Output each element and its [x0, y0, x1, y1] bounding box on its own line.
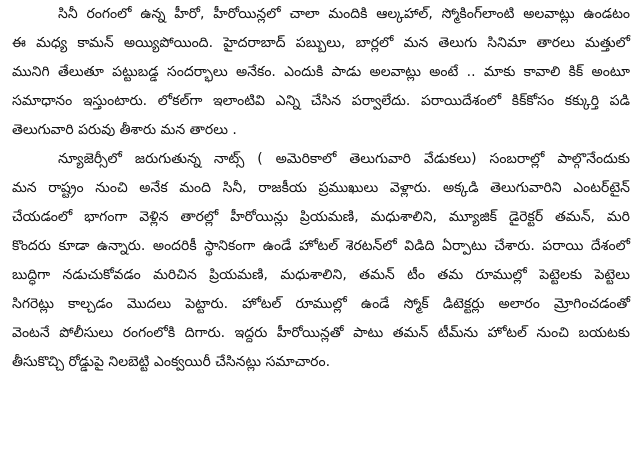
text-line: తీసుకొచ్చి రోడ్డుపై నిలబెట్టి ఎంక్వయిరీ చేసినట్లు సమాచారం.: [12, 354, 331, 370]
paragraph: [12, 0, 630, 145]
text-line: బుద్ధిగా నడుచుకోవడం మరిచిన ప్రియమణి, మధుశాలిని, తమన్ టీం తమ రూముల్లో పెట్టెలకు పెట్టెలు: [12, 267, 630, 283]
text-line: చేయడంలో భాగంగా వెళ్లిన తారల్లో హీరోయిన్లు ప్రియమణి, మధుశాలిని, మ్యూజిక్ డైరెక్టర్ తమన్, మరి: [12, 209, 630, 225]
text-line: వెంటనే పోలీసులు రంగంలోకి దిగారు. ఇద్దరు హీరోయిన్లతో పాటు తమన్ టీమ్‌ను హోటల్ నుంచి బయటకు: [12, 325, 630, 341]
article-body: [12, 0, 630, 377]
text-line: మన రాష్ట్రం నుంచి అనేక మంది సినీ, రాజకీయ ప్రముఖులు వెళ్లారు. అక్కడి తెలుగువారిని ఎంటర్‌టైన్: [12, 180, 630, 196]
text-line: సమాధానం ఇస్తుంటారు. లోకల్‌గా ఇలాంటివి ఎన్ని చేసిన పర్వాలేదు. పరాయిదేశంలో కిక్‌కోసం కక్కుర్తి పడి: [12, 93, 630, 109]
text-line: ఈ మధ్య కామన్ అయ్యిపోయింది. హైదరాబాద్ పబ్బులు, బార్లలో మన తెలుగు సినిమా తారలు మత్తులో: [12, 35, 630, 51]
text-line: మునిగి తేలుతూ పట్టుబడ్డ సందర్భాలు అనేకం. ఎందుకి పాడు అలవాట్లు అంటే .. మాకు కావాలి కిక్ అంటూ: [12, 64, 630, 80]
text-line: తెలుగువారి పరువు తీశారు మన తారలు .: [12, 122, 237, 138]
text-line: న్యూజెర్సీలో జరుగుతున్న నాట్స్ ( అమెరికాలో తెలుగువారి వేడుకలు) సంబరాల్లో పాల్గొనేందుకు: [58, 151, 630, 167]
text-line: కొందరు కూడా ఉన్నారు. అందరికీ స్థానికంగా ఉండే హోటల్ శెరటన్‌లో విడిది ఏర్పాటు చేశారు. పరాయి దేశంలో: [12, 238, 630, 254]
text-line: సిగరెట్లు కాల్చడం మొదలు పెట్టారు. హోటల్ రూముల్లో ఉండే స్మోక్ డిటెక్టర్లు అలారం మ్రోగించడంతో: [12, 296, 630, 312]
paragraph: [12, 145, 630, 377]
text-line: సినీ రంగంలో ఉన్న హీరో, హీరోయిన్లలో చాలా మందికి ఆల్కహాల్, స్మోకింగ్‌లాంటి అలవాట్లు ఉండటం: [58, 6, 630, 22]
